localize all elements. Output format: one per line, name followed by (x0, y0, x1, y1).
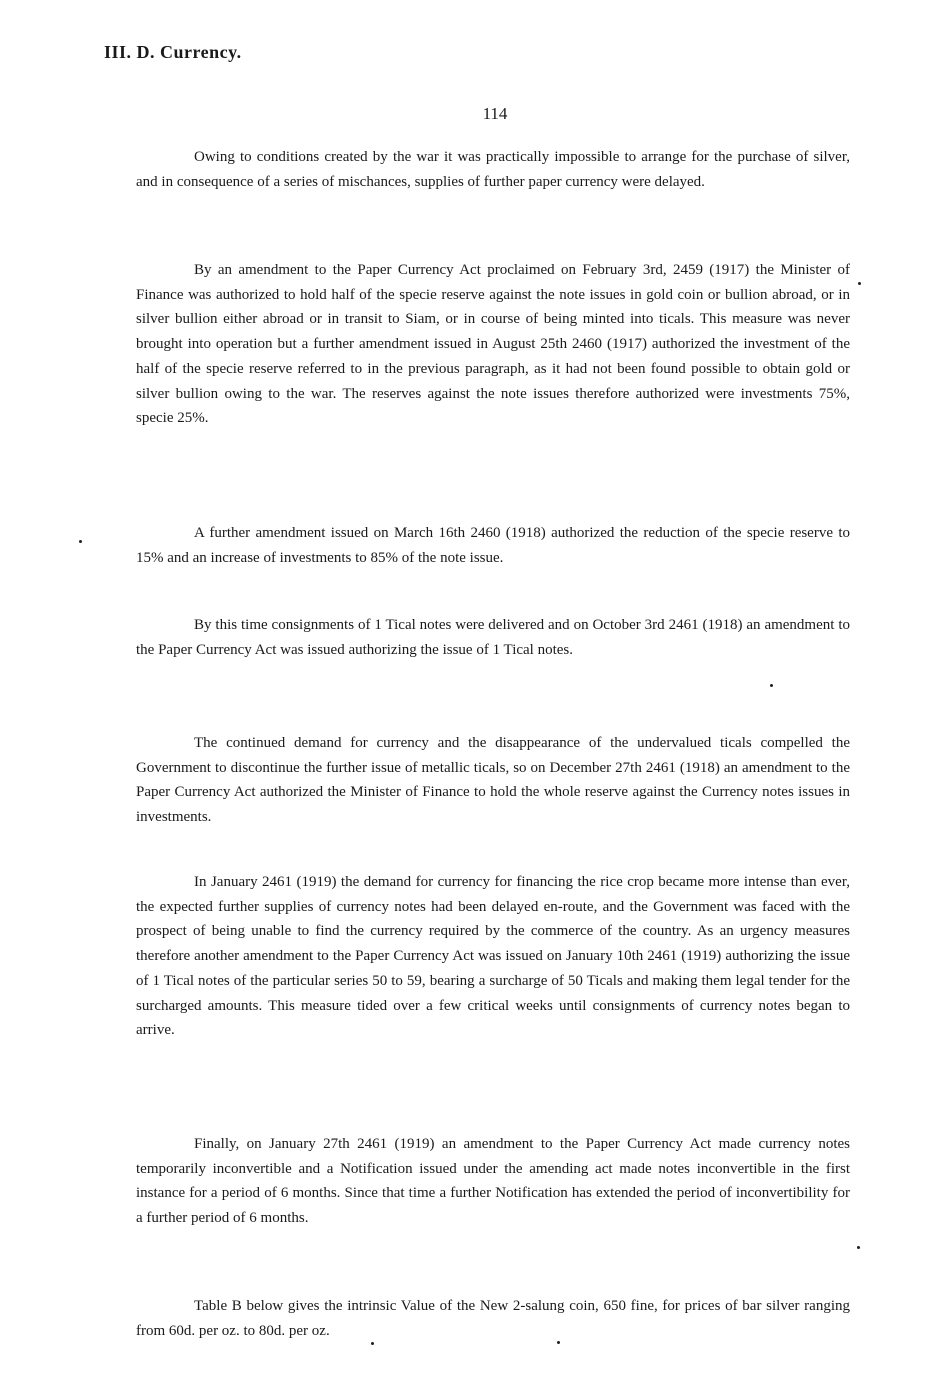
scan-speck (857, 1246, 860, 1249)
paragraph-january-demand: In January 2461 (1919) the demand for currency for financing the rice crop became more intense than ever, the expected further supplies of currency notes had been delayed en-route, and the Government was faced with the prospect of being unable to find the currency required by the commerce of the country. As an urgency measures therefore another amendment to the Paper Currency Act was issued on January 10th 2461 (1919) authorizing the issue of 1 Tical notes of the particular series 50 to 59, bearing a surcharge of 50 Ticals and making them legal tender for the surcharged amounts. This measure tided over a few critical weeks until consignments of currency notes began to arrive. (136, 874, 850, 1039)
section-heading: III. D. Currency. (104, 42, 242, 62)
scan-speck (557, 1341, 560, 1344)
scan-speck (79, 540, 82, 543)
paragraph-war-conditions: Owing to conditions created by the war it was practically impossible to arrange for the purchase of silver, and in consequence of a series of mischances, supplies of further paper currency were delayed. (136, 149, 850, 190)
paragraph-february-amendment: By an amendment to the Paper Currency Act proclaimed on February 3rd, 2459 (1917) the Minister of Finance was authorized to hold half of the specie reserve against the note issues in gold coin or bullion abroad, or in silver bullion either abroad or in transit to Siam, or in course of being minted into ticals. This measure was never brought into operation but a further amendment issued in August 25th 2460 (1917) authorized the investment of the half of the specie reserve referred to in the previous paragraph, as it had not been found possible to obtain gold or silver bullion owing to the war. The reserves against the note issues therefore authorized were investments 75%, specie 25%. (136, 262, 850, 427)
paragraph-march-amendment: A further amendment issued on March 16th 2460 (1918) authorized the reduction of the specie reserve to 15% and an increase of investments to 85% of the note issue. (136, 525, 850, 566)
paragraph-october-amendment: By this time consignments of 1 Tical notes were delivered and on October 3rd 2461 (1918) an amendment to the Paper Currency Act was issued authorizing the issue of 1 Tical notes. (136, 617, 850, 658)
paragraph-december-amendment: The continued demand for currency and the disappearance of the undervalued ticals compelled the Government to discontinue the further issue of metallic ticals, so on December 27th 2461 (1918) an amendment to the Paper Currency Act authorized the Minister of Finance to hold the whole reserve against the Currency notes issues in investments. (136, 735, 850, 826)
paragraph-table-b-reference: Table B below gives the intrinsic Value of the New 2-salung coin, 650 fine, for prices of bar silver ranging from 60d. per oz. to 80d. per oz. (136, 1298, 850, 1339)
scan-speck (858, 282, 861, 285)
paragraph-inconvertibility: Finally, on January 27th 2461 (1919) an amendment to the Paper Currency Act made currency notes temporarily inconvertible and a Notification issued under the amending act made notes inconvertible in the first instance for a period of 6 months. Since that time a further Notification has extended the period of inconvertibility for a further period of 6 months. (136, 1136, 850, 1227)
scan-speck (770, 684, 773, 687)
page-number: 114 (482, 104, 508, 123)
scan-speck (371, 1342, 374, 1345)
